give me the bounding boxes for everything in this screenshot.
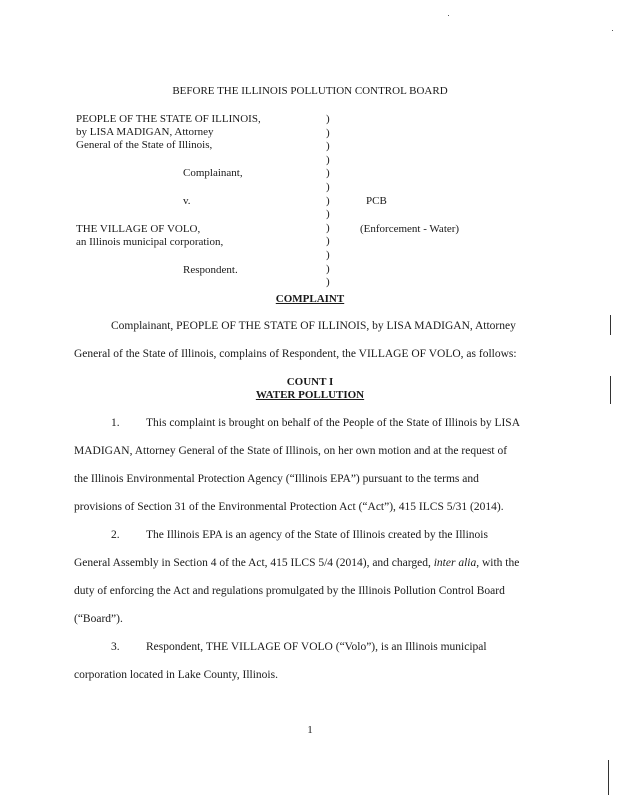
- scan-speck: [612, 30, 613, 31]
- paragraph-2-line-2-tail: , with the: [476, 557, 520, 569]
- complainant-label: Complainant,: [183, 167, 243, 179]
- paragraph-1-line-4: provisions of Section 31 of the Environmental Protection Act (“Act”), 415 ILCS 5/31 (2014).: [74, 501, 504, 513]
- paragraph-1-line-3: the Illinois Environmental Protection Agency (“Illinois EPA”) pursuant to the terms and: [74, 473, 479, 485]
- paragraph-2-line-2-text: General Assembly in Section 4 of the Act, 415 ILCS 5/4 (2014), and charged,: [74, 557, 434, 569]
- margin-change-bar: [608, 760, 609, 795]
- paragraph-1-line-1: This complaint is brought on behalf of the People of the State of Illinois by LISA: [146, 417, 521, 429]
- paragraph-1-line-2: MADIGAN, Attorney General of the State of Illinois, on her own motion and at the request of: [74, 445, 508, 457]
- count-title: COUNT I: [286, 376, 334, 388]
- court-header: BEFORE THE ILLINOIS POLLUTION CONTROL BOARD: [172, 85, 448, 97]
- versus: v.: [183, 195, 191, 207]
- paragraph-3-line-2: corporation located in Lake County, Illinois.: [74, 669, 278, 681]
- intro-line-1: Complainant, PEOPLE OF THE STATE OF ILLINOIS, by LISA MADIGAN, Attorney: [111, 320, 516, 332]
- count-subtitle: WATER POLLUTION: [255, 389, 365, 401]
- respondent-line-2: an Illinois municipal corporation,: [76, 236, 224, 248]
- paragraph-2-inter-alia: inter alia: [433, 557, 477, 569]
- margin-change-bar: [610, 376, 611, 404]
- margin-change-bar: [610, 315, 611, 335]
- paragraph-3-number: 3.: [111, 641, 120, 653]
- page-number: 1: [307, 724, 313, 736]
- intro-line-2: General of the State of Illinois, complains of Respondent, the VILLAGE OF VOLO, as follows:: [74, 348, 517, 360]
- paragraph-2-number: 2.: [111, 529, 120, 541]
- complainant-line-3: General of the State of Illinois,: [76, 139, 213, 151]
- complaint-title: COMPLAINT: [275, 293, 345, 305]
- paragraph-2-line-3: duty of enforcing the Act and regulations promulgated by the Illinois Pollution Control Board: [74, 585, 505, 597]
- paragraph-2-line-1: The Illinois EPA is an agency of the State of Illinois created by the Illinois: [146, 529, 488, 541]
- case-number-label: PCB: [366, 195, 387, 207]
- respondent-label: Respondent.: [183, 264, 238, 276]
- paragraph-2-line-2: [74, 557, 519, 569]
- complainant-line-2: by LISA MADIGAN, Attorney: [76, 126, 214, 138]
- paragraph-1-number: 1.: [111, 417, 120, 429]
- case-type: (Enforcement - Water): [360, 223, 460, 235]
- paragraph-3-line-1: Respondent, THE VILLAGE OF VOLO (“Volo”), is an Illinois municipal: [146, 641, 487, 653]
- complainant-line-1: PEOPLE OF THE STATE OF ILLINOIS,: [76, 113, 261, 125]
- caption-parentheses: ) ) ) ) ) ) ) ) ) ) ) ) ): [326, 113, 330, 289]
- respondent-line-1: THE VILLAGE OF VOLO,: [76, 223, 201, 235]
- scan-speck: [448, 15, 449, 16]
- paragraph-2-line-4: (“Board”).: [74, 613, 123, 625]
